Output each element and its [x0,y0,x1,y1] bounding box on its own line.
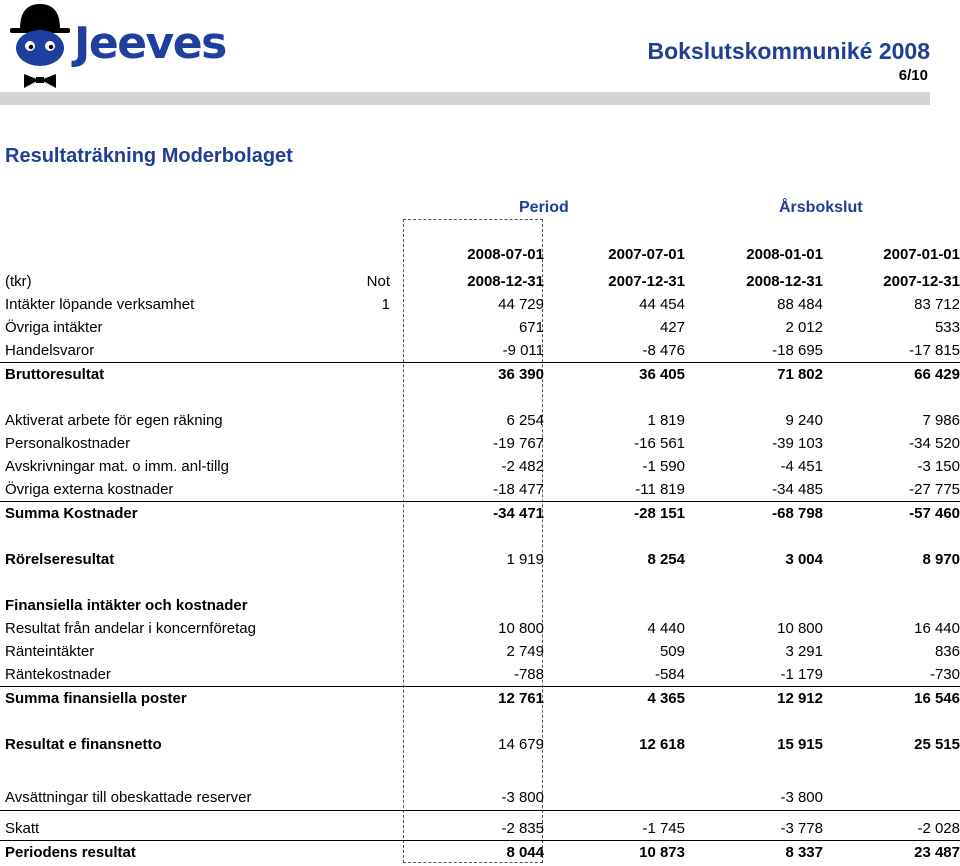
row-label: (tkr) [5,273,32,290]
cell: 2 749 [506,643,544,660]
row-label: Bruttoresultat [5,366,105,383]
table-row [0,619,960,639]
cell: 16 546 [914,690,960,707]
table-row [0,318,960,338]
cell: 44 729 [498,296,544,313]
row-label: Personalkostnader [5,435,131,452]
cell: -3 778 [780,820,823,837]
cell: -28 151 [634,505,685,522]
cell: 2 012 [785,319,823,336]
group-header-period: Period [519,199,569,216]
row-label: Summa finansiella poster [5,690,187,707]
table-section-heading [0,596,960,616]
cell: 36 390 [498,366,544,383]
cell: -34 471 [493,505,544,522]
table-row [0,819,960,839]
cell: 25 515 [914,736,960,753]
cell: 88 484 [777,296,823,313]
cell: -11 819 [635,481,685,498]
cell: 8 337 [785,844,823,861]
cell: -1 590 [642,458,685,475]
cell: 44 454 [639,296,685,313]
logo-wordmark: Jeeves [74,18,226,69]
cell: 3 004 [785,551,823,568]
cell: 2008-12-31 [467,273,544,290]
cell: 1 919 [506,551,544,568]
cell: 8 254 [647,551,685,568]
cell: 12 618 [639,736,685,753]
cell: 12 912 [777,690,823,707]
row-label: Avsättningar till obeskattade reserver [5,789,252,806]
cell: -16 561 [634,435,685,452]
cell: 12 761 [498,690,544,707]
table-row-total [0,550,960,570]
table-row [0,295,960,315]
cell: -39 103 [772,435,823,452]
row-label: Periodens resultat [5,844,136,861]
cell: 66 429 [914,366,960,383]
table-row [0,341,960,361]
table-row [0,457,960,477]
butler-mascot-icon [6,2,76,92]
cell: -2 835 [501,820,544,837]
table-row-total [0,843,960,863]
table-row [0,434,960,454]
cell: 8 970 [922,551,960,568]
row-label: Rörelseresultat [5,551,115,568]
row-label: Skatt [5,820,40,837]
cell: 36 405 [639,366,685,383]
row-separator [0,686,960,687]
table-row-total [0,504,960,524]
page-number: 6/10 [898,67,928,84]
document-title: Bokslutskommuniké 2008 [647,38,930,64]
cell: -2 028 [917,820,960,837]
cell: 15 915 [777,736,823,753]
cell: 2007-12-31 [883,273,960,290]
table-row-total [0,689,960,709]
cell: -2 482 [501,458,544,475]
row-label: Ränteintäkter [5,643,95,660]
cell: -1 745 [642,820,685,837]
cell: 427 [659,319,685,336]
column-selection-box [403,219,543,863]
row-label: Räntekostnader [5,666,111,683]
cell: 509 [659,643,685,660]
cell: 533 [934,319,960,336]
cell: 2007-12-31 [608,273,685,290]
row-separator [0,840,960,841]
cell: 836 [934,643,960,660]
cell: 6 254 [506,412,544,429]
row-label: Resultat från andelar i koncernföretag [5,620,256,637]
cell: 10 800 [498,620,544,637]
cell: -34 520 [909,435,960,452]
row-label: Övriga intäkter [5,319,103,336]
cell: 4 365 [647,690,685,707]
cell: 2007-01-01 [883,246,960,263]
cell: 2007-07-01 [608,246,685,263]
cell: 7 986 [922,412,960,429]
cell: -3 800 [501,789,544,806]
section-title: Resultaträkning Moderbolaget [5,145,293,167]
cell: -17 815 [909,342,960,359]
cell: 16 440 [914,620,960,637]
cell: 1 819 [647,412,685,429]
cell: -730 [929,666,960,683]
cell: -18 695 [772,342,823,359]
cell: -68 798 [772,505,823,522]
row-label: Finansiella intäkter och kostnader [5,597,248,614]
header-rule [0,92,930,105]
table-row [0,788,960,808]
row-separator [0,810,960,811]
cell: -8 476 [642,342,685,359]
cell: -9 011 [502,342,544,359]
cell: -57 460 [909,505,960,522]
cell: -27 775 [909,481,960,498]
cell: -3 150 [917,458,960,475]
table-row-total [0,365,960,385]
cell: 2008-07-01 [467,246,544,263]
cell: 8 044 [506,844,544,861]
row-label: Resultat e finansnetto [5,736,162,753]
row-note: 1 [381,296,390,313]
cell: -19 767 [493,435,544,452]
cell: 83 712 [914,296,960,313]
row-label: Intäkter löpande verksamhet [5,296,195,313]
cell: 71 802 [777,366,823,383]
cell: 3 291 [785,643,823,660]
cell: -4 451 [780,458,823,475]
table-row [0,411,960,431]
row-label: Summa Kostnader [5,505,138,522]
cell: 10 800 [777,620,823,637]
note-header: Not [366,273,390,290]
row-label: Övriga externa kostnader [5,481,174,498]
date-end-row [0,272,960,292]
row-separator [0,501,960,502]
cell: 9 240 [785,412,823,429]
cell: 4 440 [647,620,685,637]
cell: 2008-01-01 [746,246,823,263]
cell: -1 179 [780,666,823,683]
row-separator [0,362,960,363]
cell: -34 485 [772,481,823,498]
cell: 10 873 [639,844,685,861]
table-row-total [0,735,960,755]
table-row [0,665,960,685]
cell: 2008-12-31 [746,273,823,290]
jeeves-logo [6,2,226,92]
table-row [0,480,960,500]
cell: -584 [654,666,685,683]
cell: -3 800 [780,789,823,806]
row-label: Handelsvaror [5,342,95,359]
cell: 14 679 [498,736,544,753]
date-start-row [0,245,960,265]
row-label: Aktiverat arbete för egen räkning [5,412,223,429]
cell: 671 [518,319,544,336]
cell: -18 477 [493,481,544,498]
table-row [0,642,960,662]
cell: 23 487 [914,844,960,861]
cell: -788 [513,666,544,683]
row-label: Avskrivningar mat. o imm. anl-tillg [5,458,229,475]
group-header-year: Årsbokslut [779,199,863,216]
